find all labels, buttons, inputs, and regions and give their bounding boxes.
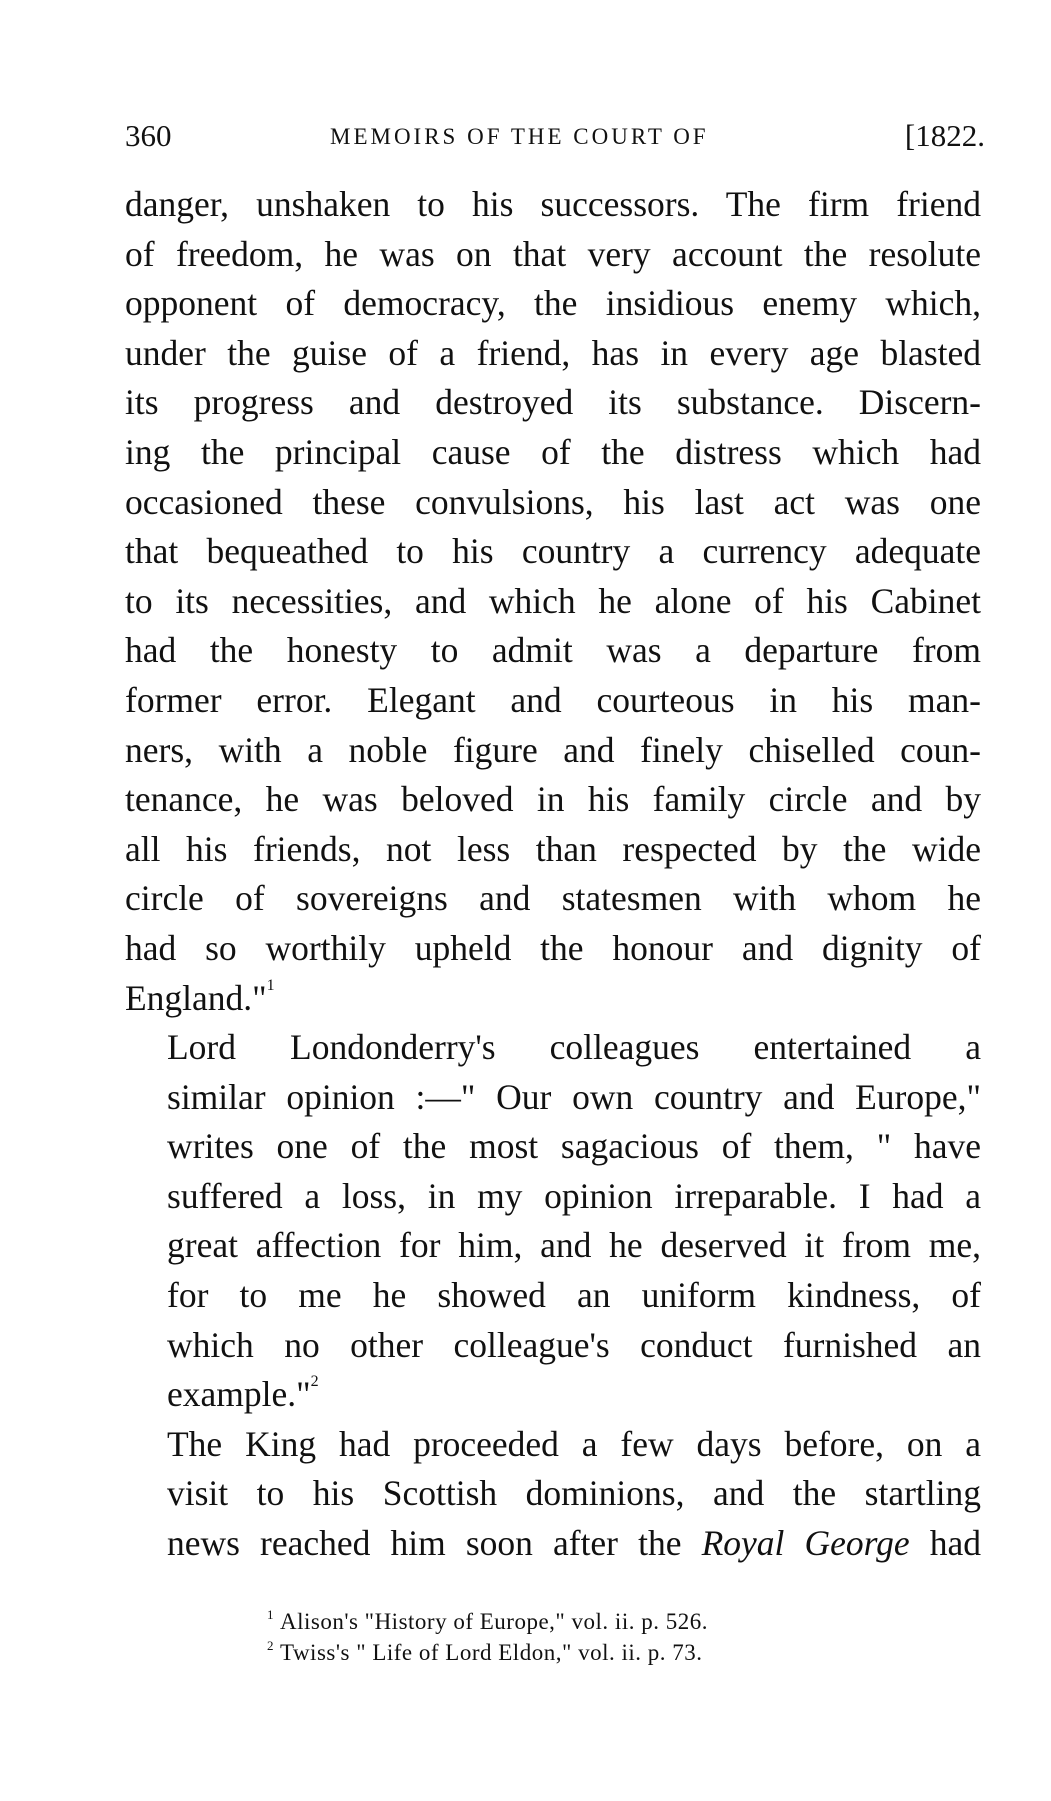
footnote-ref-1: 1 xyxy=(266,976,275,994)
text-line: opponent of democracy, the insidious enemy which, xyxy=(125,283,981,324)
text-line: visit to his Scottish dominions, and the startling xyxy=(167,1473,981,1514)
page-number: 360 xyxy=(125,118,172,153)
footnote-1 xyxy=(267,1606,887,1637)
text-line: former error. Elegant and courteous in his man- xyxy=(125,679,981,720)
text-line-content: England." xyxy=(125,977,267,1018)
footnote-ref-2: 2 xyxy=(310,1373,319,1391)
ship-name: Royal George xyxy=(701,1523,910,1564)
text-line: all his friends, not less than respected by the wide xyxy=(125,828,981,869)
text-line: circle of sovereigns and statesmen with whom he xyxy=(125,878,981,919)
running-year: [1822. xyxy=(904,118,985,153)
paragraph-3 xyxy=(125,1420,981,1569)
paragraph-2 xyxy=(125,1023,981,1420)
text-line: that bequeathed to his country a currency adequate xyxy=(125,531,981,572)
text-line: ing the principal cause of the distress which had xyxy=(125,431,981,472)
text-line: ners, with a noble figure and finely chiselled coun- xyxy=(125,729,981,770)
text-line: for to me he showed an uniform kindness, of xyxy=(167,1275,981,1316)
text-line: great affection for him, and he deserved it from me, xyxy=(167,1225,981,1266)
text-line: of freedom, he was on that very account the resolute xyxy=(125,233,981,274)
text-line: which no other colleague's conduct furnished an xyxy=(167,1324,981,1365)
text-line-start: news reached him soon after the xyxy=(167,1523,702,1564)
footnote-2 xyxy=(267,1637,887,1668)
text-line-content: example." xyxy=(167,1374,311,1415)
text-line: writes one of the most sagacious of them, " have xyxy=(167,1126,981,1167)
text-line-last xyxy=(125,974,981,1024)
footnote-text: Twiss's " Life of Lord Eldon," vol. ii. p. 73. xyxy=(280,1640,703,1665)
text-line: had the honesty to admit was a departure from xyxy=(125,630,981,671)
body-text xyxy=(125,180,981,1569)
text-line: suffered a loss, in my opinion irreparable. I had a xyxy=(167,1175,981,1216)
text-line: under the guise of a friend, has in every age blasted xyxy=(125,332,981,373)
running-title: MEMOIRS OF THE COURT OF xyxy=(330,124,709,149)
running-head xyxy=(125,118,985,158)
text-line: its progress and destroyed its substance. Discern- xyxy=(125,382,981,423)
text-line: had so worthily upheld the honour and dignity of xyxy=(125,927,981,968)
text-line: similar opinion :—" Our own country and Europe," xyxy=(167,1076,981,1117)
text-line: danger, unshaken to his successors. The firm friend xyxy=(125,184,981,224)
text-line: tenance, he was beloved in his family circle and by xyxy=(125,779,981,820)
text-line-last xyxy=(125,1519,981,1569)
footnotes xyxy=(267,1606,887,1668)
text-line-end: had xyxy=(909,1523,981,1564)
text-line-last xyxy=(125,1370,981,1420)
paragraph-1 xyxy=(125,180,981,1023)
text-line: occasioned these convulsions, his last act was one xyxy=(125,481,981,522)
text-line: to its necessities, and which he alone of his Cabinet xyxy=(125,580,981,621)
text-line: The King had proceeded a few days before, on a xyxy=(167,1423,981,1464)
footnote-text: Alison's "History of Europe," vol. ii. p. 526. xyxy=(280,1609,708,1634)
footnote-marker: 1 xyxy=(267,1607,274,1622)
footnote-marker: 2 xyxy=(267,1638,274,1653)
text-line: Lord Londonderry's colleagues entertained a xyxy=(167,1027,981,1068)
